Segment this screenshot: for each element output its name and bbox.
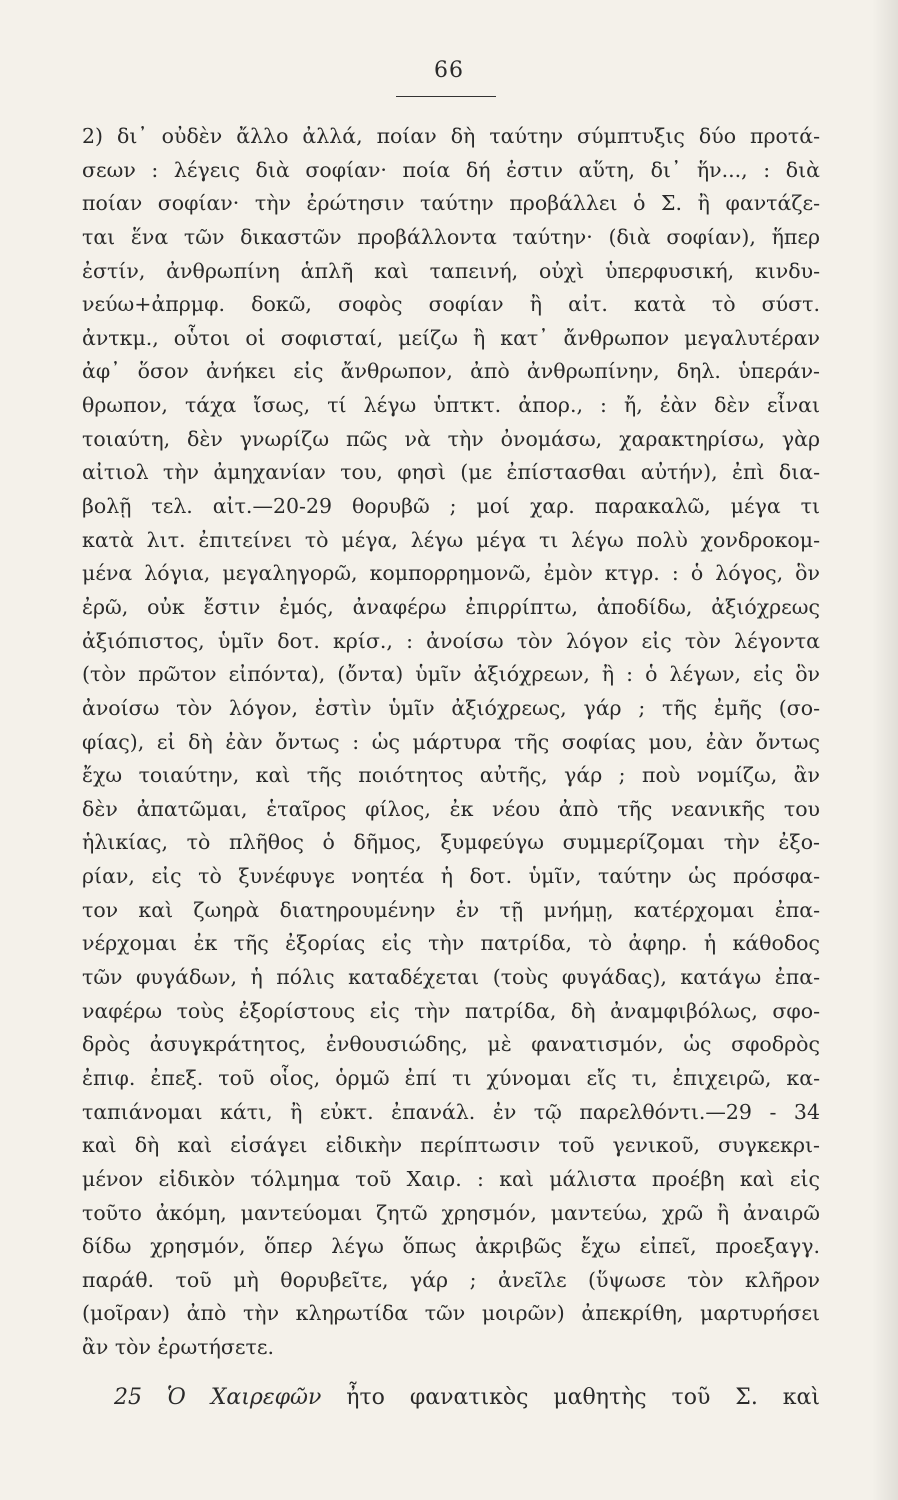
text-line: δὲν ἀπατῶμαι, ἑταῖρος φίλος, ἐκ νέου ἀπὸ τῆς νεανικῆς του [82, 796, 820, 821]
text-line: ἀξιόπιστος, ὑμῖν δοτ. κρίσ., : ἀνοίσω τὸν λόγον εἰς τὸν λέγοντα [82, 628, 820, 653]
text-line: ταπιάνομαι κάτι, ἢ εὐκτ. ἐπανάλ. ἐν τῷ παρελθόντι.—29 - 34 [82, 1099, 820, 1124]
section-25-rest: ἦτο φανατικὸς μαθητὴς τοῦ Σ. καὶ [321, 1385, 820, 1410]
text-line: ρίαν, εἰς τὸ ξυνέφυγε νοητέα ἡ δοτ. ὑμῖν, ταύτην ὡς πρόσφα- [82, 864, 820, 889]
text-line: ἐρῶ, οὐκ ἔστιν ἐμός, ἀναφέρω ἐπιρρίπτω, ἀποδίδω, ἀξιόχρεως [82, 594, 820, 619]
text-line: θρωπον, τάχα ἴσως, τί λέγω ὑπτκτ. ἀπορ., : ἤ, ἐὰν δὲν εἶναι [82, 393, 820, 418]
page-number: 66 [434, 58, 464, 83]
commentary-paragraph [82, 120, 820, 1365]
section-25-line [82, 1380, 820, 1416]
text-line: (τὸν πρῶτον εἰπόντα), (ὄντα) ὑμῖν ἀξιόχρεων, ἢ : ὁ λέγων, εἰς ὃν [82, 662, 820, 687]
text-line: νέρχομαι ἐκ τῆς ἐξορίας εἰς τὴν πατρίδα, τὸ ἀφηρ. ἡ κάθοδος [82, 931, 820, 956]
text-line: καὶ δὴ καὶ εἰσάγει εἰδικὴν περίπτωσιν τοῦ γενικοῦ, συγκεκρι- [82, 1133, 820, 1158]
text-line: ἂν τὸν ἐρωτήσετε. [82, 1335, 274, 1360]
text-line: κατὰ λιτ. ἐπιτείνει τὸ μέγα, λέγω μέγα τι λέγω πολὺ χονδροκομ- [82, 527, 820, 552]
section-25-lead: 25 Ὁ Χαιρεφῶν [114, 1385, 322, 1410]
text-line: δρὸς ἀσυγκράτητος, ἐνθουσιώδης, μὲ φανατισμόν, ὡς σφοδρὸς [82, 1032, 820, 1057]
scan-edge-shadow [872, 0, 898, 1500]
text-line: ποίαν σοφίαν· τὴν ἐρώτησιν ταύτην προβάλλει ὁ Σ. ἢ φαντάζε- [82, 191, 820, 216]
page-number-rule [396, 96, 496, 97]
text-line: ἀνοίσω τὸν λόγον, ἐστὶν ὑμῖν ἀξιόχρεως, γάρ ; τῆς ἐμῆς (σο- [82, 695, 820, 720]
text-line: δίδω χρησμόν, ὅπερ λέγω ὅπως ἀκριβῶς ἔχω εἰπεῖ, προεξαγγ. [82, 1234, 820, 1259]
text-line: αἰτιολ τὴν ἀμηχανίαν του, φησὶ (με ἐπίστασθαι αὐτήν), ἐπὶ δια- [82, 460, 820, 485]
text-line: βολῇ τελ. αἰτ.—20-29 θορυβῶ ; μοί χαρ. παρακαλῶ, μέγα τι [82, 494, 820, 519]
text-line: τον καὶ ζωηρὰ διατηρουμένην ἐν τῇ μνήμῃ, κατέρχομαι ἐπα- [82, 897, 820, 922]
text-line: ναφέρω τοὺς ἐξορίστους εἰς τὴν πατρίδα, δὴ ἀναμφιβόλως, σφο- [82, 998, 820, 1023]
text-line: φίας), εἰ δὴ ἐὰν ὄντως : ὡς μάρτυρα τῆς σοφίας μου, ἐὰν ὄντως [82, 729, 820, 754]
text-line: 2) δι᾽ οὐδὲν ἄλλο ἀλλά, ποίαν δὴ ταύτην σύμπτυξις δύο προτά- [82, 124, 820, 148]
text-line: ἐστίν, ἀνθρωπίνη ἁπλῆ καὶ ταπεινή, οὐχὶ ὑπερφυσική, κινδυ- [82, 258, 820, 283]
text-line: μένα λόγια, μεγαληγορῶ, κομπορρημονῶ, ἐμὸν κτγρ. : ὁ λόγος, ὃν [82, 561, 820, 586]
text-line: τῶν φυγάδων, ἡ πόλις καταδέχεται (τοὺς φυγάδας), κατάγω ἐπα- [82, 965, 820, 990]
text-line: τοιαύτη, δὲν γνωρίζω πῶς νὰ τὴν ὀνομάσω, χαρακτηρίσω, γὰρ [82, 426, 820, 451]
text-line: (μοῖραν) ἀπὸ τὴν κληρωτίδα τῶν μοιρῶν) ἀπεκρίθη, μαρτυρήσει [82, 1301, 820, 1326]
text-line: ται ἕνα τῶν δικαστῶν προβάλλοντα ταύτην· (διὰ σοφίαν), ἥπερ [82, 224, 820, 249]
text-line: σεων : λέγεις διὰ σοφίαν· ποία δή ἐστιν αὕτη, δι᾽ ἥν..., : διὰ [82, 157, 820, 182]
text-line: τοῦτο ἀκόμη, μαντεύομαι ζητῶ χρησμόν, μαντεύω, χρῶ ἢ ἀναιρῶ [82, 1200, 820, 1225]
text-line: μένον εἰδικὸν τόλμημα τοῦ Χαιρ. : καὶ μάλιστα προέβη καὶ εἰς [82, 1166, 820, 1191]
text-line: ἀφ᾽ ὅσον ἀνήκει εἰς ἄνθρωπον, ἀπὸ ἀνθρωπίνην, δηλ. ὑπεράν- [82, 359, 820, 384]
text-line: ἀντκμ., οὗτοι οἱ σοφισταί, μείζω ἢ κατ᾽ ἄνθρωπον μεγαλυτέραν [82, 325, 820, 350]
text-line: νεύω+ἀπρμφ. δοκῶ, σοφὸς σοφίαν ἢ αἰτ. κατὰ τὸ σύστ. [82, 292, 820, 317]
text-line: ἐπιφ. ἐπεξ. τοῦ οἷος, ὁρμῶ ἐπί τι χύνομαι εἴς τι, ἐπιχειρῶ, κα- [82, 1065, 820, 1090]
text-line: ἔχω τοιαύτην, καὶ τῆς ποιότητος αὐτῆς, γάρ ; ποὺ νομίζω, ἂν [82, 763, 820, 788]
text-line: ἡλικίας, τὸ πλῆθος ὁ δῆμος, ξυμφεύγω συμμερίζομαι τὴν ἐξο- [82, 830, 820, 855]
text-line: παράθ. τοῦ μὴ θορυβεῖτε, γάρ ; ἀνεῖλε (ὕψωσε τὸν κλῆρον [82, 1267, 820, 1292]
